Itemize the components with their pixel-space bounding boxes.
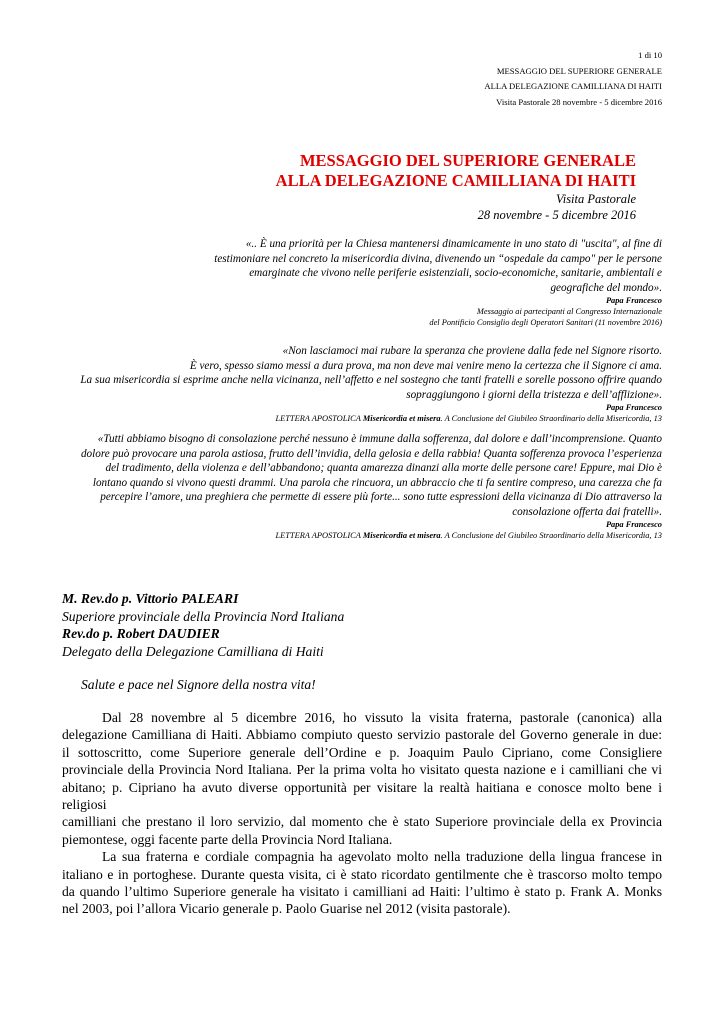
addressees <box>62 590 344 660</box>
quote-line: dolore può provocare una parola astiosa, frutto dell’invidia, della gelosia e della rabbia! Quanta sofferenza provoca l’esperienza <box>80 447 662 460</box>
quote-line: sopraggiungono i giorni della tristezza e dell’afflizione». <box>406 388 662 401</box>
quote-author: Papa Francesco <box>605 520 662 529</box>
quote-line: percepire l’amore, una preghiera che permette di essere più forte... sono tutte espressioni della vicinanza di Dio attraverso la <box>100 491 662 503</box>
subtitle-line-1: Visita Pastorale <box>556 192 636 206</box>
letter-body <box>62 709 662 918</box>
quote-line: «Tutti abbiamo bisogno di consolazione perché nessuno è immune dalla sofferenza, dal dolore e dall’incomprensione. Quanto <box>97 433 662 445</box>
page-header <box>484 48 662 110</box>
quote-2 <box>80 344 662 424</box>
addressee-name-2: Rev.do p. Robert DAUDIER <box>62 626 220 641</box>
source-title: Misericordia et misera <box>362 414 441 423</box>
quote-author: Papa Francesco <box>605 296 662 305</box>
quote-line: testimoniare nel concreto la misericordia divina, divenendo un “ospedale da campo" per le persone <box>214 252 662 265</box>
body-line: piemontese, oggi facente parte della Provincia Nord Italiana. <box>62 831 393 847</box>
body-line: nel 2003, poi l’allora Vicario generale p. Paolo Guarise nel 2012 (visita pastorale). <box>62 901 511 917</box>
quote-line: consolazione offerta dai fratelli». <box>512 505 662 518</box>
body-line: da quando l’ultimo Superiore generale ha visitato i camilliani ad Haiti: l’ultimo è stato p. Frank A. Monks <box>62 884 662 900</box>
quote-author: Papa Francesco <box>605 403 662 412</box>
body-line: abitano; p. Cipriano ha avuto diverse opportunità per visitare la realtà haitiana e conosce molto bene i religiosi <box>62 779 662 813</box>
subtitle-line-2: 28 novembre - 5 dicembre 2016 <box>477 208 636 222</box>
quote-line: «Non lasciamoci mai rubare la speranza che proviene dalla fede nel Signore risorto. <box>282 345 662 357</box>
quote-source: Messaggio ai partecipanti al Congresso Internazionale <box>476 307 662 316</box>
header-line-1: MESSAGGIO DEL SUPERIORE GENERALE <box>496 65 662 76</box>
title-block <box>116 151 636 223</box>
quote-line: lontano quando si vivono questi drammi. Una parola che rincuora, un abbraccio che ti fa sentire compreso, una carezza che fa <box>92 476 662 489</box>
quote-source: del Pontificio Consiglio degli Operatori Sanitari (11 novembre 2016) <box>429 318 662 327</box>
addressee-role-1: Superiore provinciale della Provincia Nord Italiana <box>62 608 345 624</box>
addressee-role-2: Delegato della Delegazione Camilliana di Haiti <box>62 643 324 659</box>
title-line-1: MESSAGGIO DEL SUPERIORE GENERALE <box>299 151 636 170</box>
quote-1 <box>214 237 662 328</box>
title-line-2: ALLA DELEGAZIONE CAMILLIANA DI HAITI <box>275 171 636 190</box>
quote-line: «.. È una priorità per la Chiesa mantenersi dinamicamente in uno stato di "uscita", al fine di <box>245 238 662 250</box>
body-line: La sua fraterna e cordiale compagnia ha agevolato molto nella traduzione della lingua francese in <box>102 849 662 865</box>
header-line-3: Visita Pastorale 28 novembre - 5 dicembre 2016 <box>496 96 662 107</box>
body-line: il sottoscritto, come Superiore generale dell’Ordine e p. Joaquim Paulo Cipriano, come Consigliere <box>62 744 662 760</box>
body-line: camilliani che prestano il loro servizio, dal momento che è stato Superiore provinciale della ex Provincia <box>62 814 662 830</box>
quote-line: È vero, spesso siamo messi a dura prova, ma non deve mai venire meno la certezza che il Signore ci ama. <box>189 359 662 372</box>
quote-source <box>80 413 662 424</box>
source-title: Misericordia et misera <box>362 531 441 540</box>
body-line: Dal 28 novembre al 5 dicembre 2016, ho vissuto la visita fraterna, pastorale (canonica) alla <box>102 710 662 725</box>
quote-line: emarginate che vivono nelle periferie esistenziali, socio-economiche, sanitarie, ambientali e <box>249 267 662 279</box>
body-line: provinciale della Provincia Nord Italiana. Per la prima volta ho visitato questa nazione e i camilliani che vi <box>62 762 662 778</box>
source-suffix: . A Conclusione del Giubileo Straordinario della Misericordia, 13 <box>440 531 662 540</box>
page-number: 1 di 10 <box>638 50 662 60</box>
source-prefix: LETTERA APOSTOLICA <box>275 414 363 423</box>
body-line: delegazione Camilliana di Haiti. Abbiamo compiuto questo servizio pastorale del Governo generale in due: <box>62 727 662 743</box>
quote-line: del tradimento, della violenza e dell’abbandono; quanta amarezza dinanzi alla morte delle persone care! Eppure, mai Dio è <box>105 462 662 474</box>
addressee-name-1: M. Rev.do p. Vittorio PALEARI <box>62 591 239 606</box>
greeting: Salute e pace nel Signore della nostra vita! <box>81 677 316 692</box>
quote-3 <box>81 432 662 541</box>
body-line: italiano e in portoghese. Durante questa visita, ci è stato ricordato gentilmente che è trascorso molto tempo <box>62 866 662 882</box>
source-prefix: LETTERA APOSTOLICA <box>275 531 363 540</box>
quote-line: geografiche del mondo». <box>550 281 662 294</box>
source-suffix: . A Conclusione del Giubileo Straordinario della Misericordia, 13 <box>440 414 662 423</box>
header-line-2: ALLA DELEGAZIONE CAMILLIANA DI HAITI <box>484 81 662 91</box>
quote-line: La sua misericordia si esprime anche nella vicinanza, nell’affetto e nel sostegno che tanti fratelli e sorelle possono offrire quando <box>80 374 662 386</box>
quote-source <box>81 530 662 541</box>
